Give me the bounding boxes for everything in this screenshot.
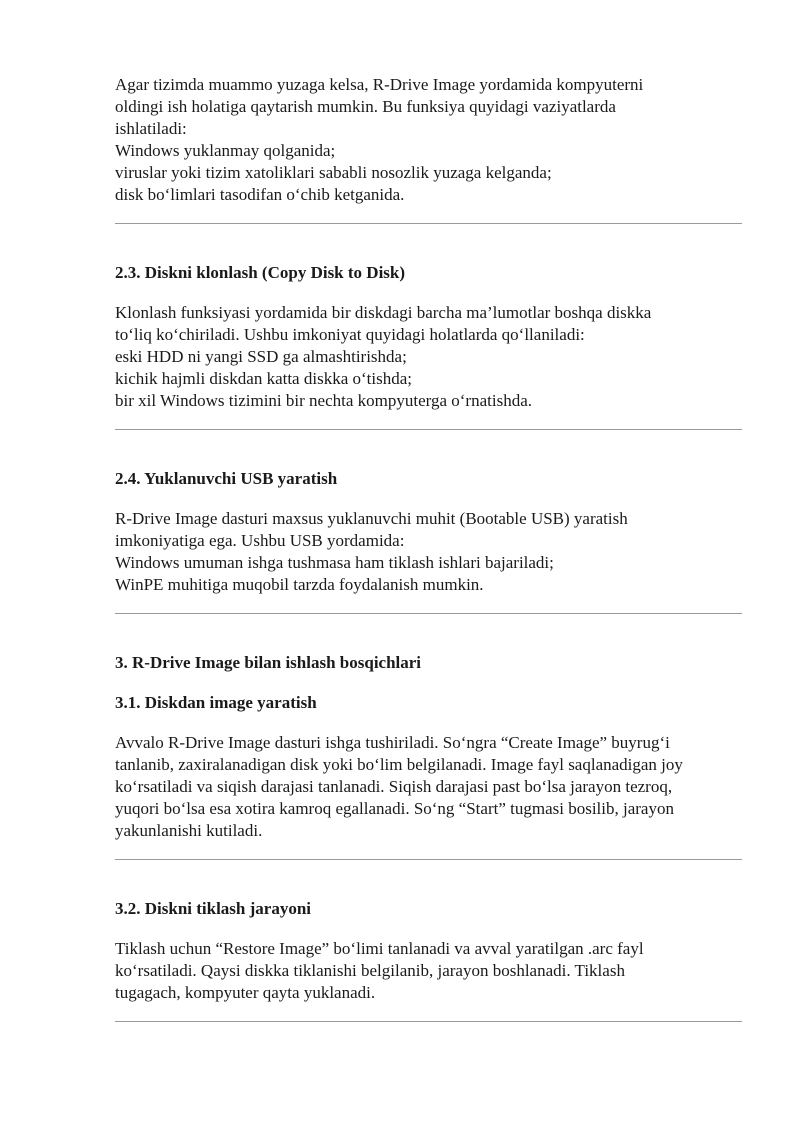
document-page xyxy=(115,74,745,1022)
text-line: disk bo‘limlari tasodifan o‘chib ketganida. xyxy=(115,185,405,204)
text-line: imkoniyatiga ega. Ushbu USB yordamida: xyxy=(115,531,405,550)
text-line: eski HDD ni yangi SSD ga almashtirishda; xyxy=(115,347,407,366)
section-heading-3-2: 3.2. Diskni tiklash jarayoni xyxy=(115,899,312,918)
section-divider xyxy=(115,1021,742,1022)
text-line: yakunlanishi kutiladi. xyxy=(115,821,263,840)
text-line: viruslar yoki tizim xatoliklari sababli nosozlik yuzaga kelganda; xyxy=(115,163,552,182)
text-line: ishlatiladi: xyxy=(115,119,187,138)
text-line: kichik hajmli diskdan katta diskka o‘tishda; xyxy=(115,369,412,388)
intro-paragraph xyxy=(115,74,745,206)
text-line: Windows yuklanmay qolganida; xyxy=(115,141,336,160)
text-line: oldingi ish holatiga qaytarish mumkin. Bu funksiya quyidagi vaziyatlarda xyxy=(115,97,616,116)
text-line: ko‘rsatiladi va siqish darajasi tanlanadi. Siqish darajasi past bo‘lsa jarayon tezroq, xyxy=(115,777,673,796)
text-line: to‘liq ko‘chiriladi. Ushbu imkoniyat quyidagi holatlarda qo‘llaniladi: xyxy=(115,325,585,344)
text-line: tugagach, kompyuter qayta yuklanadi. xyxy=(115,983,376,1002)
section-3-1-paragraph xyxy=(115,732,745,842)
text-line: Windows umuman ishga tushmasa ham tiklash ishlari bajariladi; xyxy=(115,553,554,572)
text-line: Klonlash funksiyasi yordamida bir diskdagi barcha ma’lumotlar boshqa diskka xyxy=(115,303,652,322)
section-2-3-paragraph xyxy=(115,302,745,412)
section-heading-3-1: 3.1. Diskdan image yaratish xyxy=(115,693,317,712)
text-line: Agar tizimda muammo yuzaga kelsa, R-Drive Image yordamida kompyuterni xyxy=(115,75,644,94)
text-line: yuqori bo‘lsa esa xotira kamroq egallanadi. So‘ng “Start” tugmasi bosilib, jarayon xyxy=(115,799,674,818)
section-heading-2-3: 2.3. Diskni klonlash (Copy Disk to Disk) xyxy=(115,263,406,282)
section-2-4-paragraph xyxy=(115,508,745,596)
text-line: WinPE muhitiga muqobil tarzda foydalanish mumkin. xyxy=(115,575,484,594)
text-line: R-Drive Image dasturi maxsus yuklanuvchi muhit (Bootable USB) yaratish xyxy=(115,509,628,528)
section-heading-3: 3. R-Drive Image bilan ishlash bosqichlari xyxy=(115,653,422,672)
text-line: bir xil Windows tizimini bir nechta kompyuterga o‘rnatishda. xyxy=(115,391,532,410)
section-3-2-paragraph xyxy=(115,938,745,1004)
text-line: Tiklash uchun “Restore Image” bo‘limi tanlanadi va avval yaratilgan .arc fayl xyxy=(115,939,644,958)
section-heading-2-4: 2.4. Yuklanuvchi USB yaratish xyxy=(115,469,338,488)
text-line: Avvalo R-Drive Image dasturi ishga tushiriladi. So‘ngra “Create Image” buyrug‘i xyxy=(115,733,670,752)
text-line: ko‘rsatiladi. Qaysi diskka tiklanishi belgilanib, jarayon boshlanadi. Tiklash xyxy=(115,961,625,980)
text-line: tanlanib, zaxiralanadigan disk yoki bo‘lim belgilanadi. Image fayl saqlanadigan joy xyxy=(115,755,683,774)
